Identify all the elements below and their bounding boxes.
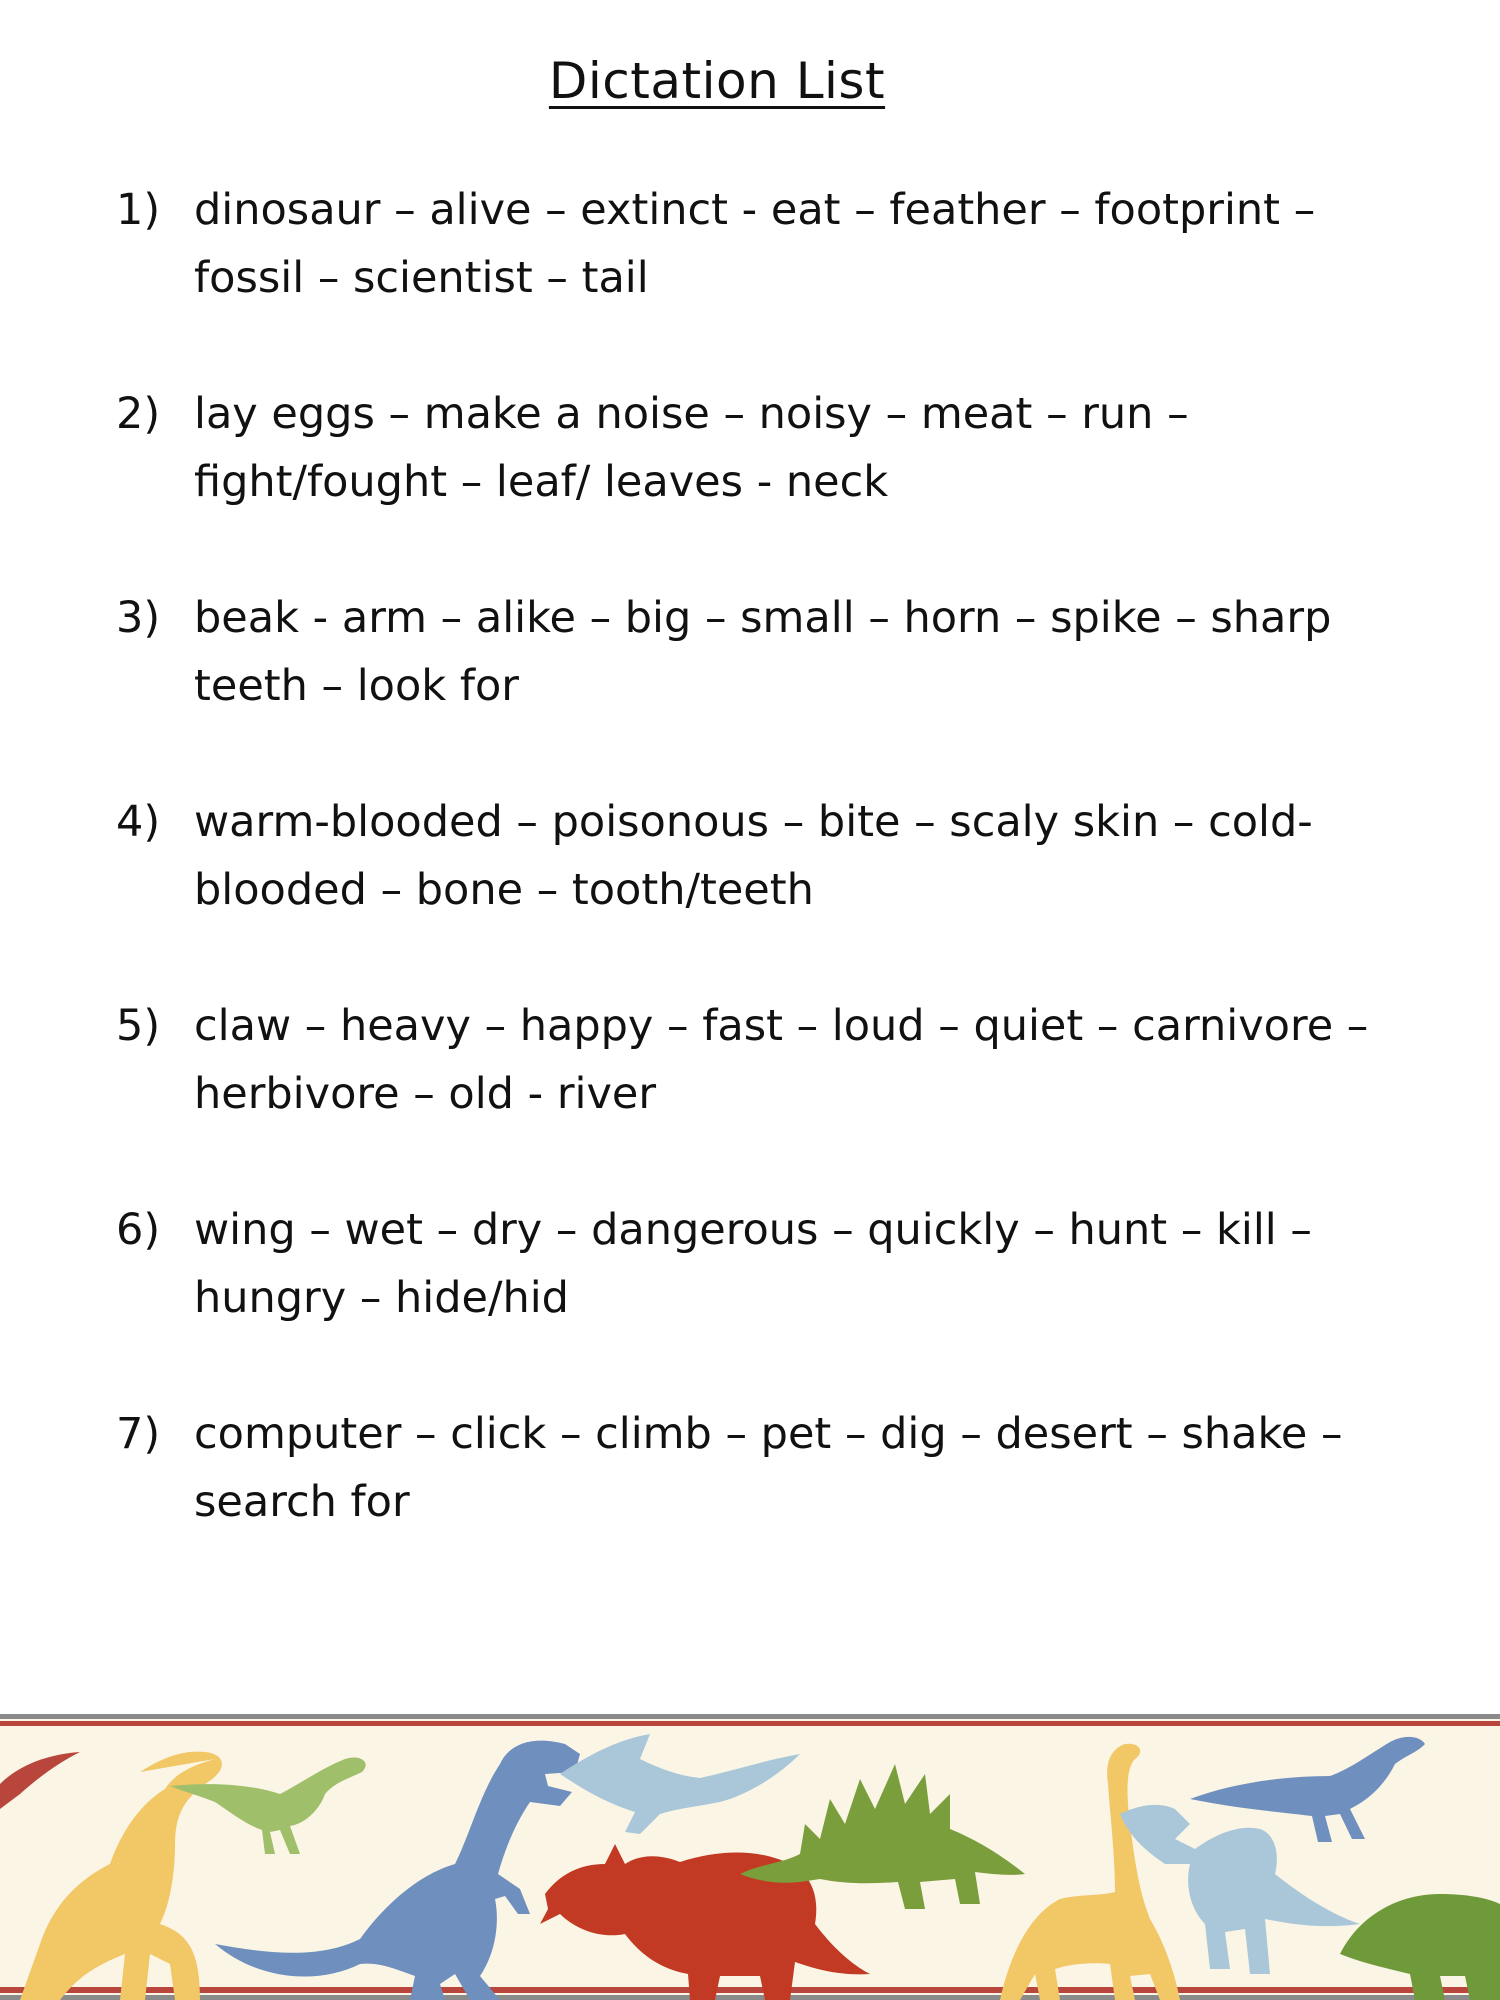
item-words: claw – heavy – happy – fast – loud – quiet – carnivore – herbivore – old - river (194, 1001, 1369, 1119)
item-words: computer – click – climb – pet – dig – desert – shake – search for (194, 1409, 1343, 1527)
border-bottom-stripe (0, 1987, 1500, 1993)
dinosaur-border (0, 1714, 1500, 2000)
list-item (116, 584, 1436, 720)
page-title: Dictation List (548, 52, 886, 110)
item-number: 7) (116, 1409, 161, 1459)
list-item (116, 992, 1436, 1128)
item-number: 4) (116, 797, 161, 847)
item-words: wing – wet – dry – dangerous – quickly – hunt – kill – hungry – hide/hid (194, 1205, 1312, 1323)
item-number: 6) (116, 1205, 161, 1255)
border-top-stripe (0, 1721, 1500, 1726)
item-words: warm-blooded – poisonous – bite – scaly skin – cold-blooded – bone – tooth/teeth (194, 797, 1313, 915)
item-number: 3) (116, 593, 161, 643)
item-words: lay eggs – make a noise – noisy – meat – run – fight/fought – leaf/ leaves - neck (194, 389, 1189, 507)
item-number: 1) (116, 185, 161, 235)
item-words: beak - arm – alike – big – small – horn – spike – sharp teeth – look for (194, 593, 1332, 711)
item-words: dinosaur – alive – extinct - eat – feather – footprint – fossil – scientist – tail (194, 185, 1316, 303)
dictation-list (116, 176, 1436, 1604)
list-item (116, 788, 1436, 924)
border-bottom-edge (0, 1995, 1500, 2000)
item-number: 2) (116, 389, 161, 439)
list-item (116, 176, 1436, 312)
list-item (116, 380, 1436, 516)
list-item (116, 1400, 1436, 1536)
border-top-edge (0, 1714, 1500, 1719)
list-item (116, 1196, 1436, 1332)
item-number: 5) (116, 1001, 161, 1051)
